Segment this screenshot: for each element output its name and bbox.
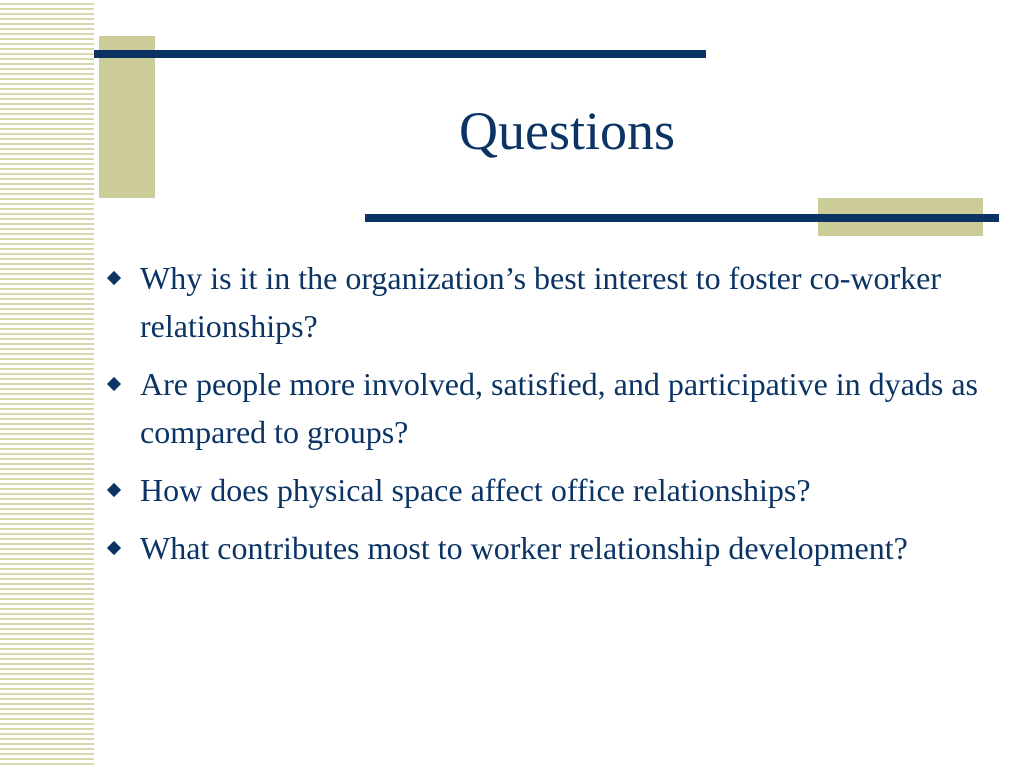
list-item bbox=[106, 254, 986, 350]
bullet-text: Why is it in the organization’s best interest to foster co-worker relationships? bbox=[140, 260, 941, 344]
list-item bbox=[106, 360, 986, 456]
slide-title: Questions bbox=[459, 101, 675, 161]
list-item bbox=[106, 524, 986, 572]
top-rule bbox=[94, 50, 706, 58]
bullet-text: What contributes most to worker relationship development? bbox=[140, 530, 908, 566]
list-item bbox=[106, 466, 986, 514]
diamond-bullet-icon bbox=[107, 271, 121, 285]
diamond-bullet-icon bbox=[107, 483, 121, 497]
left-stripe-pattern bbox=[0, 0, 94, 768]
accent-block-left bbox=[99, 36, 155, 198]
bullet-text: How does physical space affect office relationships? bbox=[140, 472, 811, 508]
diamond-bullet-icon bbox=[107, 377, 121, 391]
bottom-rule bbox=[365, 214, 999, 222]
diamond-bullet-icon bbox=[107, 541, 121, 555]
bullet-text: Are people more involved, satisfied, and participative in dyads as compared to groups? bbox=[140, 366, 978, 450]
bullet-list bbox=[106, 254, 986, 582]
